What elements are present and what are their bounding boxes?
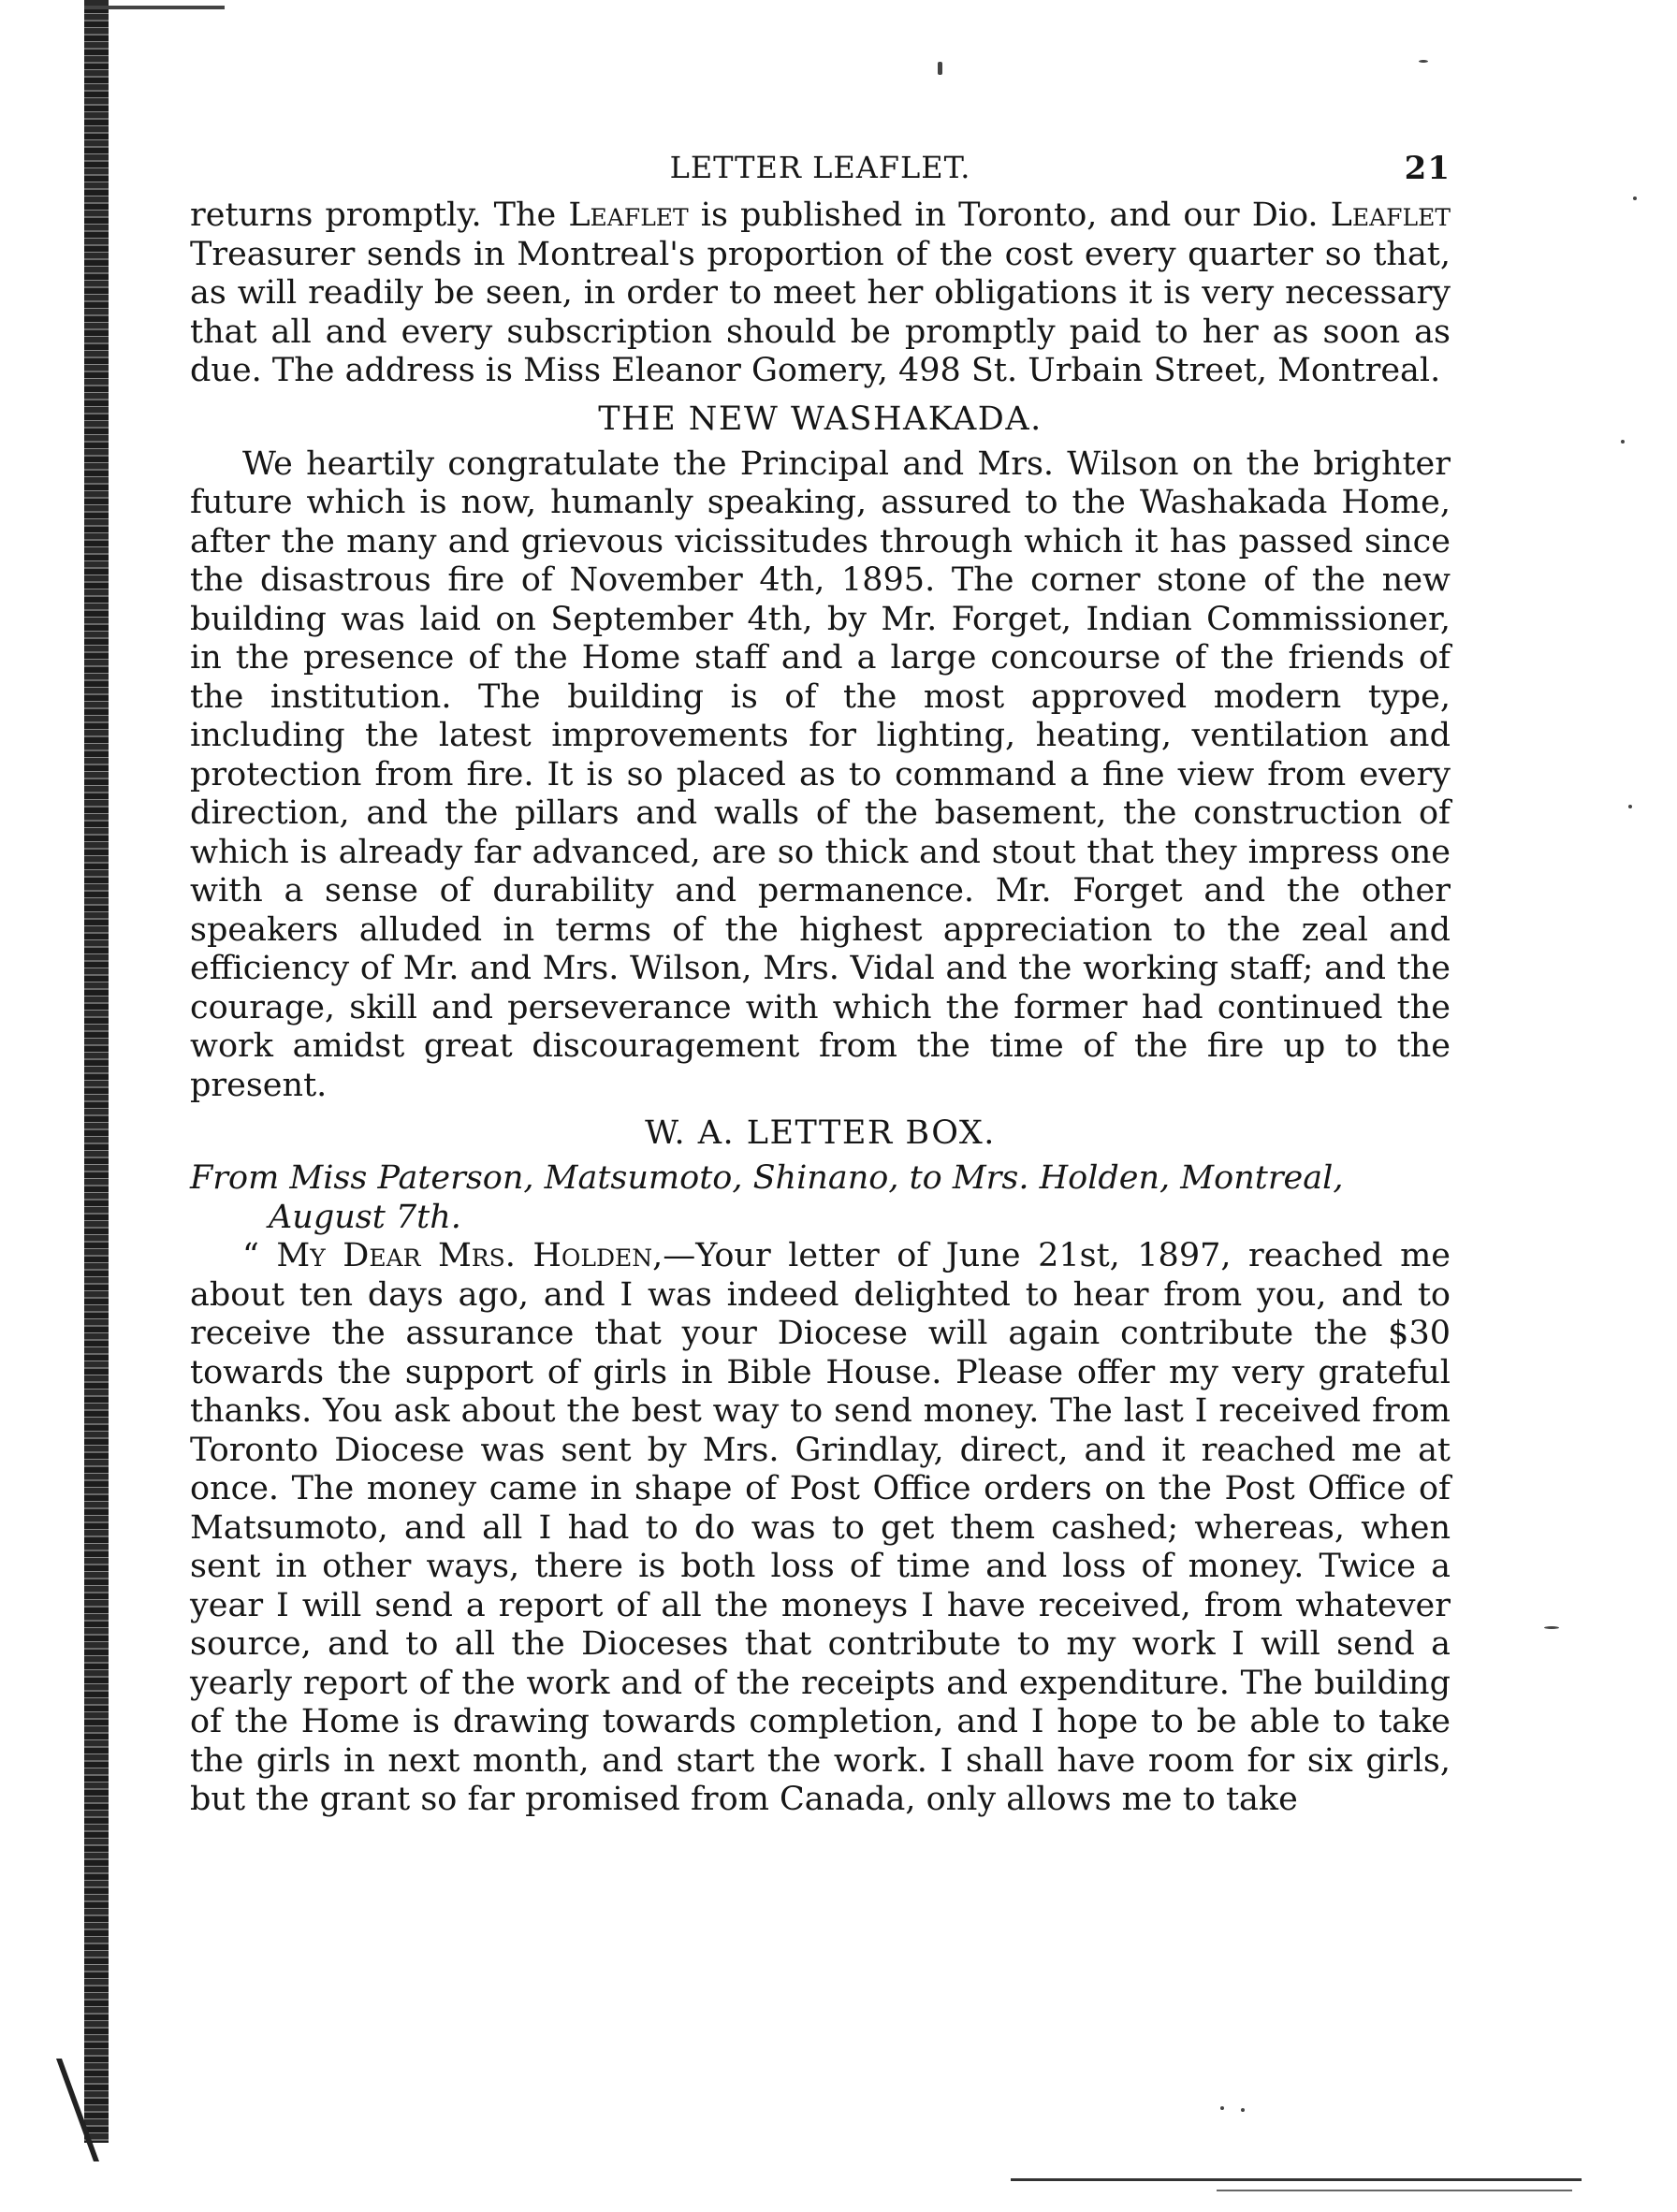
scan-speck [1633, 196, 1637, 200]
binding-top-rule [84, 6, 225, 9]
washakada-paragraph: We heartily congratulate the Principal and Mrs. Wilson on the brighter future which is now, humanly speaking, assured to the Washakada Home, after the many and grievous vicissitudes through which it has passed since the disastrous fire of November 4th, 1895. The corner stone of the new building was laid on September 4th, by Mr. Forget, Indian Commissioner, in the presence of the Home staff and a large concourse of the friends of the institution. The building is of the most approved modern type, including the latest improvements for lighting, heating, ventilation and protection from fire. It is so placed as to command a fine view from every direction, and the pillars and walls of the basement, the construction of which is already far advanced, are so thick and stout that they impress one with a sense of durability and permanence. Mr. Forget and the other speakers alluded in terms of the highest appreciation to the zeal and efficiency of Mr. and Mrs. Wilson, Mrs. Vidal and the working staff; and the courage, skill and perseverance with which the former had continued the work amidst great discouragement from the time of the fire up to the present. [190, 444, 1451, 1104]
scan-speck [1419, 60, 1428, 63]
scan-speck [1241, 2108, 1245, 2112]
scan-speck [1544, 1626, 1559, 1629]
scan-speck [1220, 2106, 1224, 2110]
letter-box-heading: W. A. LETTER BOX. [645, 1114, 996, 1152]
binding-foot-mark [56, 2059, 155, 2161]
leaflet-term: Leaflet [568, 196, 689, 234]
letter-body: —Your letter of June 21st, 1897, reached me about ten days ago, and I was indeed delighted to hear from you, and to receive the assurance that your Diocese will again contribute the $30 towards the support of girls in Bible House. Please offer my very grateful thanks. You ask about the best way to send money. The last I received from Toronto Diocese was sent by Mrs. Grindlay, direct, and it reached me at once. The money came in shape of Post Office orders on the Post Office of Matsumoto, and all I had to do was to get them cashed; whereas, when sent in other ways, there is both loss of time and loss of money. Twice a year I will send a report of all the moneys I have received, from whatever source, and to all the Dioceses that contribute to my work I will send a yearly report of the work and of the receipts and expenditure. The building of the Home is drawing towards completion, and I hope to be able to take the girls in next month, and start the work. I shall have room for six girls, but the grant so far promised from Canada, only allows me to take [190, 1237, 1451, 1818]
bottom-rule-secondary [1217, 2190, 1572, 2191]
letter-from-line [190, 1159, 1451, 1237]
letter-from-line-2: August 7th. [269, 1198, 461, 1236]
running-title: LETTER LEAFLET. [669, 150, 971, 185]
leaflet-term: Leaflet [1330, 196, 1451, 234]
intro-lead: returns promptly. The [190, 196, 569, 234]
letter-body-paragraph [190, 1237, 1451, 1820]
bottom-rule [1011, 2178, 1582, 2181]
running-head [190, 150, 1451, 196]
scan-speck [1628, 805, 1632, 808]
document-page [190, 150, 1451, 1820]
page-number: 21 [1404, 150, 1451, 187]
intro-mid: is published in Toronto, and our Dio. [688, 196, 1331, 234]
binding-edge [84, 0, 109, 2143]
letter-from-line-1: From Miss Paterson, Matsumoto, Shinano, to Mrs. Holden, Montreal, [190, 1159, 1344, 1197]
letter-salutation: “ My Dear Mrs. Holden, [242, 1237, 664, 1274]
scan-speck [938, 62, 942, 75]
scan-speck [1621, 440, 1625, 444]
washakada-heading: THE NEW WASHAKADA. [598, 400, 1043, 438]
intro-rest: Treasurer sends in Montreal's proportion of the cost every quarter so that, as will readily be seen, in order to meet her obligations it is very necessary that all and every subscription should be promptly paid to her as soon as due. The address is Miss Eleanor Gomery, 498 St. Urbain Street, Montreal. [190, 235, 1451, 389]
intro-paragraph [190, 196, 1451, 391]
